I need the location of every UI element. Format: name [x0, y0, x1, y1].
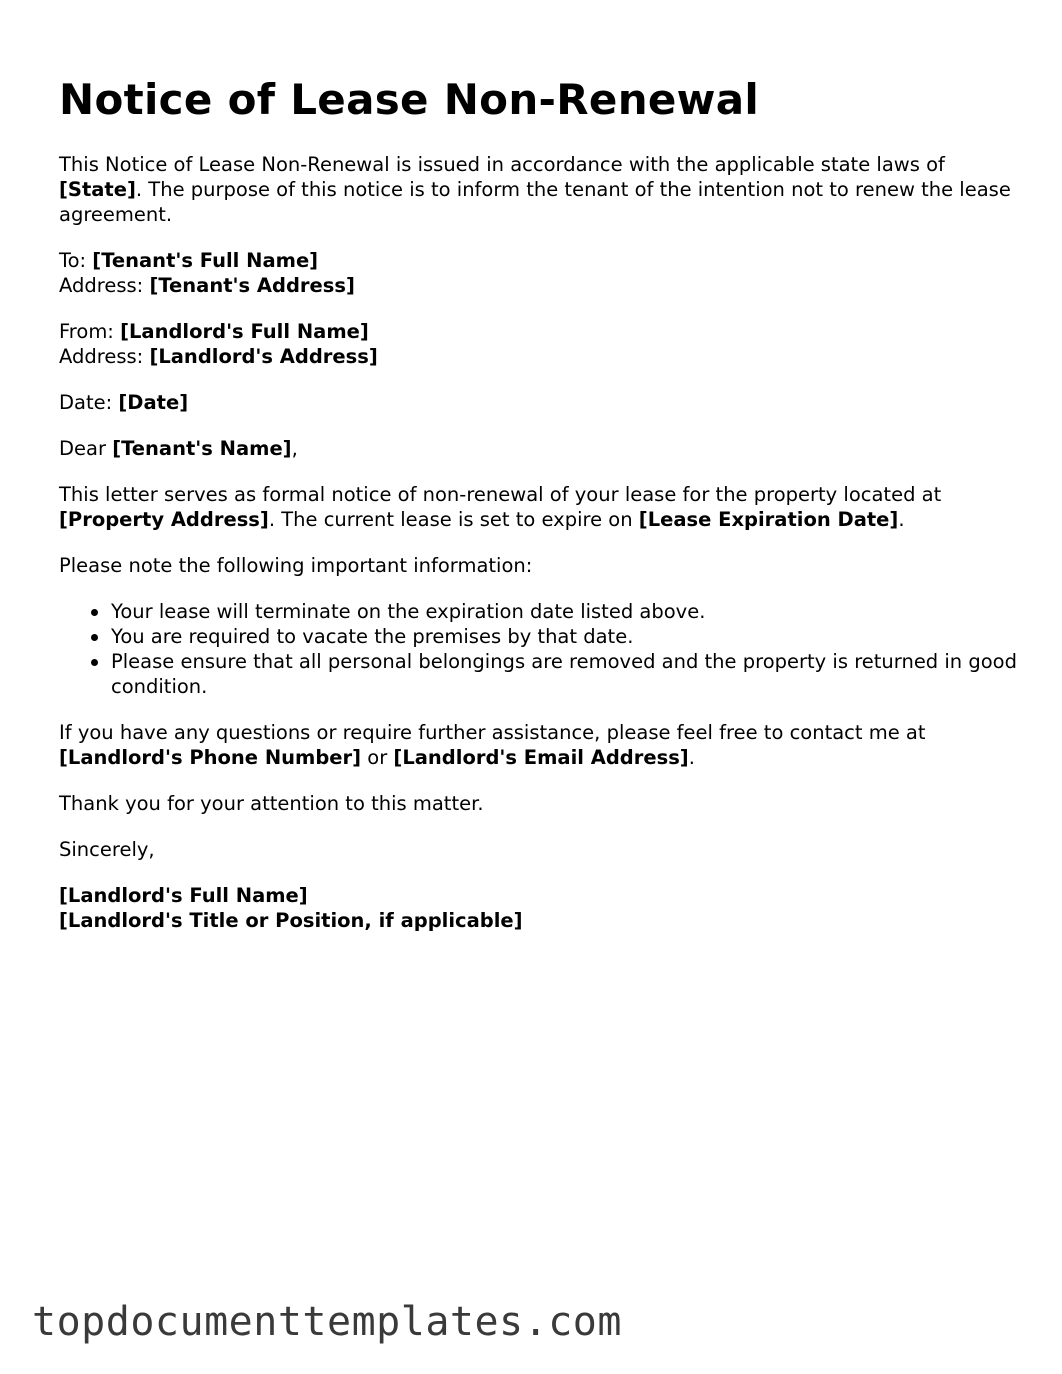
contact-text-2: or: [361, 746, 394, 769]
tenant-address: [Tenant's Address]: [149, 274, 355, 297]
recipient-block: [59, 248, 1019, 298]
notice-text-1: This letter serves as formal notice of non-renewal of your lease for the property located at: [59, 483, 942, 506]
thanks-line: Thank you for your attention to this matter.: [59, 792, 484, 815]
signature-name: [Landlord's Full Name]: [59, 884, 308, 907]
contact-text-3: .: [688, 746, 695, 769]
notice-text-2: . The current lease is set to expire on: [268, 508, 639, 531]
contact-paragraph: [59, 720, 1019, 770]
notes-list: [59, 599, 1019, 699]
tenant-full-name: [Tenant's Full Name]: [92, 249, 319, 272]
salutation: [59, 436, 1019, 461]
list-item: Your lease will terminate on the expiration date listed above.: [111, 599, 1019, 624]
landlord-full-name: [Landlord's Full Name]: [120, 320, 369, 343]
list-item: Please ensure that all personal belongings are removed and the property is returned in good condition.: [111, 649, 1019, 699]
lease-expiration-date: [Lease Expiration Date]: [638, 508, 899, 531]
signature-title: [Landlord's Title or Position, if applicable]: [59, 909, 523, 932]
document-page: [59, 72, 1019, 954]
signature-block: [59, 883, 1019, 933]
salutation-text: Dear: [59, 437, 113, 460]
from-label: From:: [59, 320, 121, 343]
sender-block: [59, 319, 1019, 369]
state-placeholder: [State]: [59, 178, 136, 201]
landlord-email: [Landlord's Email Address]: [393, 746, 689, 769]
intro-text-2: . The purpose of this notice is to inform the tenant of the intention not to renew the lease agreement.: [59, 178, 1011, 226]
tenant-name: [Tenant's Name]: [112, 437, 292, 460]
list-item: You are required to vacate the premises by that date.: [111, 624, 1019, 649]
date-line: [59, 390, 1019, 415]
to-address-label: Address:: [59, 274, 150, 297]
landlord-phone: [Landlord's Phone Number]: [59, 746, 362, 769]
date-value: [Date]: [118, 391, 189, 414]
contact-text-1: If you have any questions or require further assistance, please feel free to contact me at: [59, 721, 926, 744]
from-address-label: Address:: [59, 345, 150, 368]
watermark: topdocumenttemplates.com: [32, 1299, 622, 1345]
to-label: To:: [59, 249, 93, 272]
landlord-address: [Landlord's Address]: [149, 345, 378, 368]
intro-text-1: This Notice of Lease Non-Renewal is issued in accordance with the applicable state laws of: [59, 153, 945, 176]
notice-paragraph: [59, 482, 1019, 532]
document-title: Notice of Lease Non-Renewal: [59, 75, 760, 124]
note-intro: Please note the following important information:: [59, 554, 533, 577]
closing-line: Sincerely,: [59, 838, 155, 861]
property-address: [Property Address]: [59, 508, 269, 531]
notice-text-3: .: [898, 508, 905, 531]
intro-paragraph: [59, 152, 1019, 227]
salutation-punct: ,: [291, 437, 298, 460]
date-label: Date:: [59, 391, 119, 414]
